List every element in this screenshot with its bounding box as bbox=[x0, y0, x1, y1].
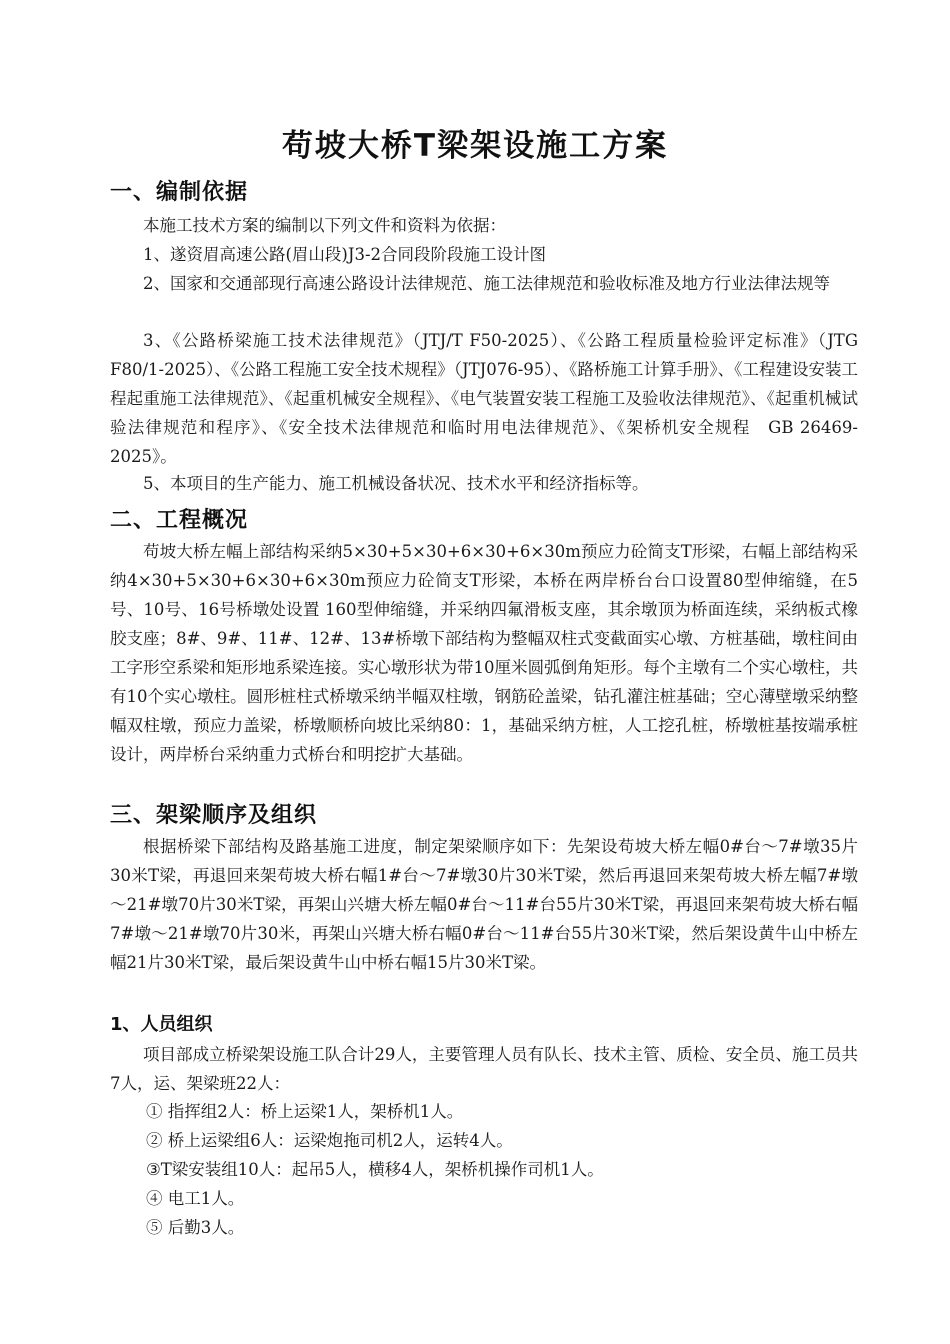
paragraph-overview: 苟坡大桥左幅上部结构采纳5×30+5×30+6×30+6×30m预应力砼简支T形梁，右幅上部结构采纳4×30+5×30+6×30+6×30m预应力砼简支T形梁，本桥在两岸桥台台口设置80型伸缩缝，在5号、10号、16号桥墩处设置 160型伸缩缝，并采纳四氟滑板支座，其余墩顶为桥面连续，采纳板式橡胶支座；8#、9#、11#、12#、13#桥墩下部结构为整幅双柱式变截面实心墩、方桩基础，墩柱间由工字形空系梁和矩形地系梁连接。实心墩形状为带10厘米圆弧倒角矩形。每个主墩有二个实心墩柱，共有10个实心墩柱。圆形桩柱式桥墩采纳半幅双柱墩，钢筋砼盖梁，钻孔灌注桩基础；空心薄壁墩采纳整幅双柱墩，预应力盖梁，桥墩顺桥向坡比采纳80：1，基础采纳方桩，人工挖孔桩，桥墩桩基按端承桩设计，两岸桥台采纳重力式桥台和明挖扩大基础。 bbox=[110, 542, 858, 764]
paragraph-basis-item-5: 5、本项目的生产能力、施工机械设备状况、技术水平和经济指标等。 bbox=[143, 474, 649, 493]
paragraph-basis-intro: 本施工技术方案的编制以下列文件和资料为依据： bbox=[143, 216, 506, 235]
list-item-electrician: ④ 电工1人。 bbox=[146, 1189, 245, 1208]
section-heading-basis: 一、编制依据 bbox=[110, 180, 249, 205]
list-item-installation-group: ③T梁安装组10人：起吊5人，横移4人，架桥机操作司机1人。 bbox=[146, 1160, 604, 1179]
paragraph-sequence: 根据桥梁下部结构及路基施工进度，制定架梁顺序如下：先架设苟坡大桥左幅0#台～7#墩35片30米T梁，再退回来架苟坡大桥右幅1#台～7#墩30片30米T梁，然后再退回来架苟坡大桥左幅7#墩～21#墩70片30米T梁，再架山兴塘大桥左幅0#台～11#台55片30米T梁，再退回来架苟坡大桥右幅7#墩～21#墩70片30米，再架山兴塘大桥右幅0#台～11#台55片30米T梁，然后架设黄牛山中桥左幅21片30米T梁，最后架设黄牛山中桥右幅15片30米T梁。 bbox=[110, 837, 858, 972]
section-heading-overview: 二、工程概况 bbox=[110, 508, 249, 533]
paragraph-basis-item-2: 2、国家和交通部现行高速公路设计法律规范、施工法律规范和验收标准及地方行业法律法规等 bbox=[143, 274, 830, 293]
document-title: 苟坡大桥T梁架设施工方案 bbox=[281, 128, 669, 164]
paragraph-basis-item-3: 3、《公路桥梁施工技术法律规范》（JTJ/T F50-2025）、《公路工程质量检验评定标准》（JTG F80/1-2025）、《公路工程施工安全技术规程》（JTJ076-95）、《路桥施工计算手册》、《工程建设安装工程起重施工法律规范》、《起重机械安全规程》、《电气装置安装工程施工及验收法律规范》、《起重机械试验法律规范和程序》、《安全技术法律规范和临时用电法律规范》、《架桥机安全规程 GB 26469-2025》。 bbox=[110, 331, 858, 466]
paragraph-basis-item-1: 1、遂资眉高速公路(眉山段)J3-2合同段阶段施工设计图 bbox=[143, 245, 547, 264]
paragraph-staff-intro: 项目部成立桥梁架设施工队合计29人，主要管理人员有队长、技术主管、质检、安全员、施工员共7人，运、架梁班22人： bbox=[110, 1045, 858, 1093]
list-item-logistics: ⑤ 后勤3人。 bbox=[146, 1218, 245, 1237]
section-heading-sequence: 三、架梁顺序及组织 bbox=[110, 803, 318, 828]
list-item-transport-group: ② 桥上运梁组6人：运梁炮拖司机2人，运转4人。 bbox=[146, 1131, 513, 1150]
list-item-command-group: ① 指挥组2人：桥上运梁1人，架桥机1人。 bbox=[146, 1102, 464, 1121]
subsection-heading-staff: 1、人员组织 bbox=[110, 1014, 213, 1035]
